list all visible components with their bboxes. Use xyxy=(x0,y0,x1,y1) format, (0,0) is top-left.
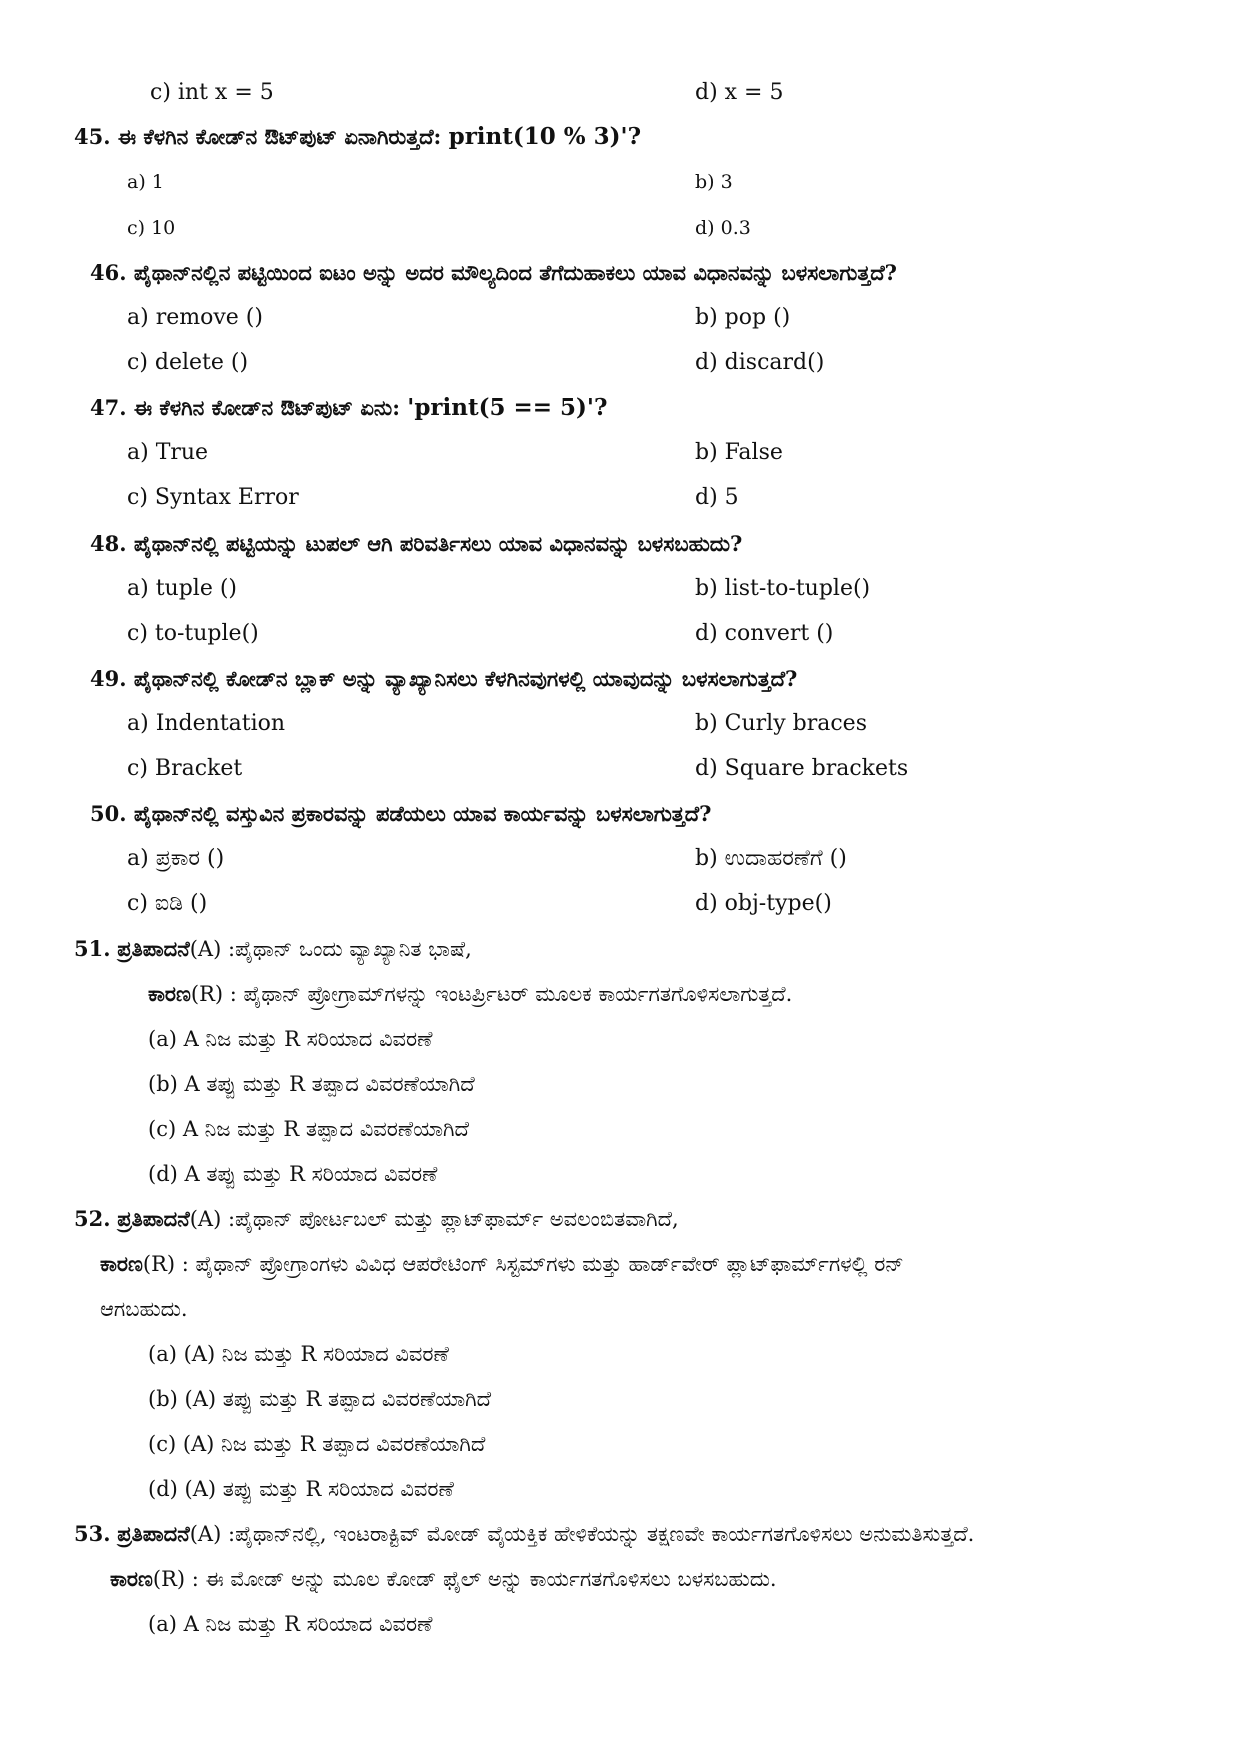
q44-option-d: d) x = 5 xyxy=(695,80,784,105)
question-number: 49. xyxy=(90,666,127,691)
q51-option-b: (b) A ತಪ್ಪು ಮತ್ತು R ತಪ್ಪಾದ ವಿವರಣೆಯಾಗಿದೆ xyxy=(148,1072,475,1096)
q45-option-c: c) 10 xyxy=(127,217,176,239)
question-text: ಈ ಕೆಳಗಿನ ಕೋಡ್‌ನ ಔಟ್‌ಪುಟ್ ಏನಾಗಿರುತ್ತದೆ: xyxy=(117,124,442,149)
question-45 xyxy=(74,122,641,152)
question-text: ಪೈಥಾನ್‌ನಲ್ಲಿ ಪಟ್ಟಿಯನ್ನು ಟುಪಲ್ ಆಗಿ ಪರಿವರ್ತಿಸಲು ಯಾವ ವಿಧಾನವನ್ನು ಬಳಸಬಹುದು? xyxy=(133,531,743,556)
q52-option-c: (c) (A) ನಿಜ ಮತ್ತು R ತಪ್ಪಾದ ವಿವರಣೆಯಾಗಿದೆ xyxy=(148,1432,486,1456)
question-48 xyxy=(90,529,742,559)
q50-option-c: c) ಐಡಿ () xyxy=(127,891,208,916)
q48-option-a: a) tuple () xyxy=(127,576,237,601)
question-46 xyxy=(90,258,897,288)
reason-label: ಕಾರಣ xyxy=(110,1566,153,1591)
q52-option-d: (d) (A) ತಪ್ಪು ಮತ್ತು R ಸರಿಯಾದ ವಿವರಣೆ xyxy=(148,1477,454,1501)
question-number: 45. xyxy=(74,124,111,149)
reason-label: ಕಾರಣ xyxy=(148,981,191,1006)
question-47 xyxy=(90,393,607,423)
q49-option-c: c) Bracket xyxy=(127,756,243,781)
question-text: ಪೈಥಾನ್‌ನಲ್ಲಿ ಕೋಡ್‌ನ ಬ್ಲಾಕ್ ಅನ್ನು ವ್ಯಾಖ್ಯಾನಿಸಲು ಕೆಳಗಿನವುಗಳಲ್ಲಿ ಯಾವುದನ್ನು ಬಳಸಲಾಗುತ್ತದೆ? xyxy=(133,666,798,691)
question-number: 50. xyxy=(90,801,127,826)
q50-option-d: d) obj-type() xyxy=(695,891,832,916)
question-number: 48. xyxy=(90,531,127,556)
q51-option-d: (d) A ತಪ್ಪು ಮತ್ತು R ಸರಿಯಾದ ವಿವರಣೆ xyxy=(148,1162,438,1186)
q48-option-d: d) convert () xyxy=(695,621,834,646)
question-number: 51. xyxy=(74,936,111,961)
q49-option-b: b) Curly braces xyxy=(695,711,867,736)
q51-option-a: (a) A ನಿಜ ಮತ್ತು R ಸರಿಯಾದ ವಿವರಣೆ xyxy=(148,1027,433,1051)
question-51-reason xyxy=(148,979,792,1009)
reason-text: (R) : ಈ ಮೋಡ್ ಅನ್ನು ಮೂಲ ಕೋಡ್ ಫೈಲ್ ಅನ್ನು ಕಾರ್ಯಗತಗೊಳಿಸಲು ಬಳಸಬಹುದು. xyxy=(152,1567,777,1591)
reason-text: (R) : ಪೈಥಾನ್ ಪ್ರೋಗ್ರಾಂಗಳು ವಿವಿಧ ಆಪರೇಟಿಂಗ್ ಸಿಸ್ಟಮ್‌ಗಳು ಮತ್ತು ಹಾರ್ಡ್‌ವೇರ್ ಪ್ಲಾಟ್‌ಫಾರ್ಮ್‌ಗಳಲ್ಲಿ ರನ್ xyxy=(142,1252,904,1276)
q46-option-d: d) discard() xyxy=(695,350,825,375)
question-53-reason xyxy=(110,1564,777,1594)
question-code: print(10 % 3)'? xyxy=(448,123,642,150)
question-text: ಪೈಥಾನ್‌ನಲ್ಲಿನ ಪಟ್ಟಿಯಿಂದ ಐಟಂ ಅನ್ನು ಅದರ ಮೌಲ್ಯದಿಂದ ತೆಗೆದುಹಾಕಲು ಯಾವ ವಿಧಾನವನ್ನು ಬಳಸಲಾಗುತ್ತದೆ? xyxy=(133,260,897,285)
question-number: 52. xyxy=(74,1206,111,1231)
question-52-assertion xyxy=(74,1204,679,1234)
q49-option-a: a) Indentation xyxy=(127,711,286,736)
question-52-reason-continued: ಆಗಬಹುದು. xyxy=(100,1297,188,1321)
q50-option-b: b) ಉದಾಹರಣೆಗೆ () xyxy=(695,846,847,871)
question-51-assertion xyxy=(74,934,472,964)
q47-option-a: a) True xyxy=(127,440,209,465)
q45-option-d: d) 0.3 xyxy=(695,217,751,239)
reason-label: ಕಾರಣ xyxy=(100,1251,143,1276)
reason-text: (R) : ಪೈಥಾನ್ ಪ್ರೋಗ್ರಾಮ್‌ಗಳನ್ನು ಇಂಟರ್ಪ್ರಿಟರ್ ಮೂಲಕ ಕಾರ್ಯಗತಗೊಳಿಸಲಾಗುತ್ತದೆ. xyxy=(190,982,793,1006)
assertion-label: ಪ್ರತಿಪಾದನೆ xyxy=(117,1521,190,1546)
q53-option-a: (a) A ನಿಜ ಮತ್ತು R ಸರಿಯಾದ ವಿವರಣೆ xyxy=(148,1612,433,1636)
question-code: 'print(5 == 5)'? xyxy=(407,394,608,421)
question-text: ಈ ಕೆಳಗಿನ ಕೋಡ್‌ನ ಔಟ್‌ಪುಟ್ ಏನು: xyxy=(133,395,400,420)
q48-option-b: b) list-to-tuple() xyxy=(695,576,871,601)
q44-option-c: c) int x = 5 xyxy=(150,80,274,105)
question-52-reason xyxy=(100,1249,904,1279)
q46-option-b: b) pop () xyxy=(695,305,791,330)
question-number: 47. xyxy=(90,395,127,420)
q48-option-c: c) to-tuple() xyxy=(127,621,259,646)
question-number: 46. xyxy=(90,260,127,285)
q46-option-a: a) remove () xyxy=(127,305,263,330)
q52-option-b: (b) (A) ತಪ್ಪು ಮತ್ತು R ತಪ್ಪಾದ ವಿವರಣೆಯಾಗಿದೆ xyxy=(148,1387,492,1411)
q49-option-d: d) Square brackets xyxy=(695,756,909,781)
question-49 xyxy=(90,664,797,694)
q47-option-c: c) Syntax Error xyxy=(127,485,299,510)
assertion-text: (A) :ಪೈಥಾನ್ ಪೋರ್ಟಬಲ್ ಮತ್ತು ಪ್ಲಾಟ್‌ಫಾರ್ಮ್ ಅವಲಂಬಿತವಾಗಿದೆ, xyxy=(189,1207,679,1231)
assertion-label: ಪ್ರತಿಪಾದನೆ xyxy=(117,936,190,961)
question-50 xyxy=(90,799,711,829)
q51-option-c: (c) A ನಿಜ ಮತ್ತು R ತಪ್ಪಾದ ವಿವರಣೆಯಾಗಿದೆ xyxy=(148,1117,469,1141)
q45-option-b: b) 3 xyxy=(695,171,733,193)
q45-option-a: a) 1 xyxy=(127,171,164,193)
assertion-label: ಪ್ರತಿಪಾದನೆ xyxy=(117,1206,190,1231)
assertion-text: (A) :ಪೈಥಾನ್‌ನಲ್ಲಿ, ಇಂಟರಾಕ್ಟಿವ್ ಮೋಡ್ ವೈಯಕ್ತಿಕ ಹೇಳಿಕೆಯನ್ನು ತಕ್ಷಣವೇ ಕಾರ್ಯಗತಗೊಳಿಸಲು ಅನುಮತಿಸುತ್ತದೆ. xyxy=(189,1522,975,1546)
q50-option-a: a) ಪ್ರಕಾರ () xyxy=(127,846,225,871)
q46-option-c: c) delete () xyxy=(127,350,249,375)
question-number: 53. xyxy=(74,1521,111,1546)
assertion-text: (A) :ಪೈಥಾನ್ ಒಂದು ವ್ಯಾಖ್ಯಾನಿತ ಭಾಷೆ, xyxy=(189,937,472,961)
question-text: ಪೈಥಾನ್‌ನಲ್ಲಿ ವಸ್ತುವಿನ ಪ್ರಕಾರವನ್ನು ಪಡೆಯಲು ಯಾವ ಕಾರ್ಯವನ್ನು ಬಳಸಲಾಗುತ್ತದೆ? xyxy=(133,801,712,826)
q47-option-d: d) 5 xyxy=(695,485,739,510)
question-53-assertion xyxy=(74,1519,974,1549)
q52-option-a: (a) (A) ನಿಜ ಮತ್ತು R ಸರಿಯಾದ ವಿವರಣೆ xyxy=(148,1342,449,1366)
q47-option-b: b) False xyxy=(695,440,783,465)
